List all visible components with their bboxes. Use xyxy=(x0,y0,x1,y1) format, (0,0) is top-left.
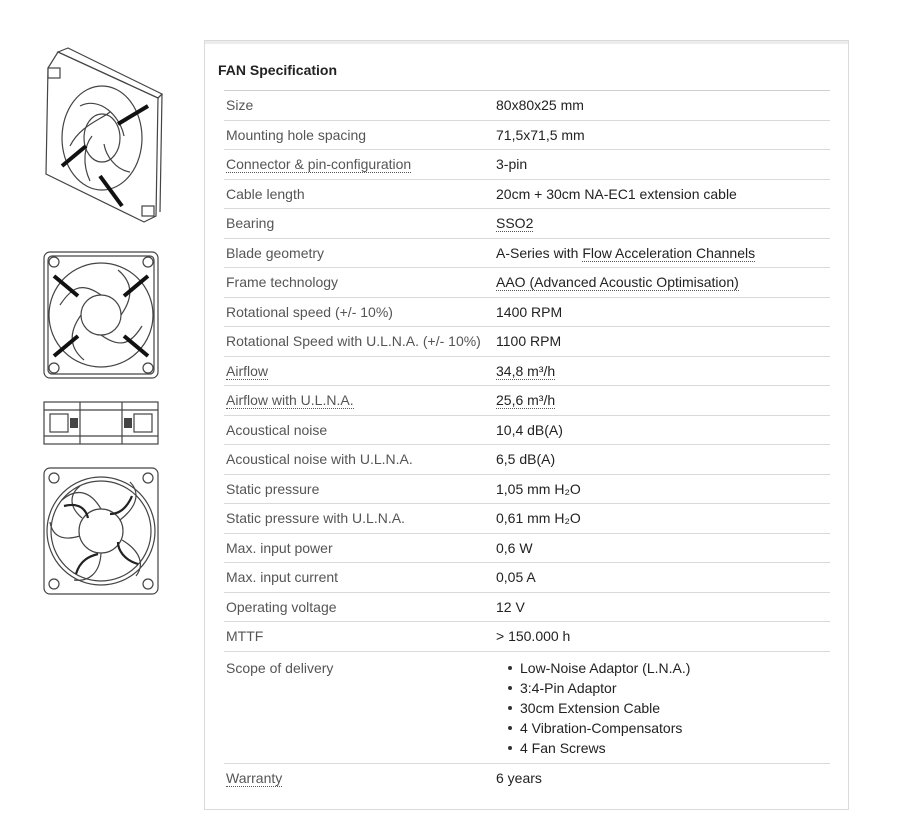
airflow-ulna-value-link[interactable]: 25,6 m³/h xyxy=(496,392,556,409)
row-label: Rotational Speed with U.L.N.A. (+/- 10%) xyxy=(226,333,481,350)
airflow-link[interactable]: Airflow xyxy=(226,362,269,379)
row-value: 1400 RPM xyxy=(496,303,563,320)
row-value: 6 years xyxy=(496,770,542,787)
row-label: Blade geometry xyxy=(226,244,325,261)
list-item: 4 Vibration-Compensators xyxy=(508,718,830,738)
airflow-ulna-link[interactable]: Airflow with U.L.N.A. xyxy=(226,392,354,409)
row-label: Operating voltage xyxy=(226,598,337,615)
table-row xyxy=(224,298,830,328)
table-row xyxy=(224,327,830,357)
table-row xyxy=(224,91,830,121)
table-row xyxy=(224,504,830,534)
row-value: 1,05 mm H₂O xyxy=(496,480,581,497)
bearing-link[interactable]: SSO2 xyxy=(496,215,534,232)
table-row xyxy=(224,150,830,180)
warranty-link[interactable]: Warranty xyxy=(226,770,283,787)
flow-acceleration-link[interactable]: Flow Acceleration Channels xyxy=(582,244,756,261)
row-value: 0,05 A xyxy=(496,569,536,586)
row-value: > 150.000 h xyxy=(496,628,571,645)
row-value: 20cm + 30cm NA-EC1 extension cable xyxy=(496,185,737,202)
spec-title: FAN Specification xyxy=(218,62,338,78)
row-label: Cable length xyxy=(226,185,305,202)
row-label: Max. input power xyxy=(226,539,333,556)
table-row xyxy=(224,534,830,564)
table-row xyxy=(224,563,830,593)
row-label: Bearing xyxy=(226,215,275,232)
table-row xyxy=(224,652,830,764)
row-label: Mounting hole spacing xyxy=(226,126,367,143)
table-row xyxy=(224,357,830,387)
delivery-list xyxy=(496,658,830,759)
row-label: Acoustical noise xyxy=(226,421,328,438)
table-row xyxy=(224,764,830,794)
connector-info-link[interactable]: Connector & pin-configuration xyxy=(226,156,412,173)
row-label: Size xyxy=(226,97,254,114)
row-label: Max. input current xyxy=(226,569,339,586)
row-value: A-Series with xyxy=(496,244,583,261)
table-row xyxy=(224,386,830,416)
row-label: Rotational speed (+/- 10%) xyxy=(226,303,393,320)
row-label: Acoustical noise with U.L.N.A. xyxy=(226,451,413,468)
row-value: 6,5 dB(A) xyxy=(496,451,556,468)
table-row xyxy=(224,209,830,239)
aao-link[interactable]: AAO (Advanced Acoustic Optimisation) xyxy=(496,274,739,291)
fan-front-drawing xyxy=(40,250,162,380)
row-label: Scope of delivery xyxy=(226,659,334,676)
table-row xyxy=(224,475,830,505)
row-value: 1100 RPM xyxy=(496,333,562,350)
row-label: MTTF xyxy=(226,628,264,645)
table-row xyxy=(224,416,830,446)
row-value: 71,5x71,5 mm xyxy=(496,126,585,143)
table-row xyxy=(224,445,830,475)
row-label: Frame technology xyxy=(226,274,339,291)
airflow-value-link[interactable]: 34,8 m³/h xyxy=(496,362,556,379)
fan-specification-panel xyxy=(204,40,849,810)
table-row xyxy=(224,121,830,151)
list-item: 4 Fan Screws xyxy=(508,738,830,758)
row-value: 0,6 W xyxy=(496,539,533,556)
list-item: 30cm Extension Cable xyxy=(508,698,830,718)
fan-back-drawing xyxy=(40,466,162,596)
row-value: 0,61 mm H₂O xyxy=(496,510,581,527)
row-value: 12 V xyxy=(496,598,525,615)
table-row xyxy=(224,622,830,652)
row-value: 3-pin xyxy=(496,156,528,173)
row-label: Static pressure with U.L.N.A. xyxy=(226,510,405,527)
row-label: Static pressure xyxy=(226,480,320,497)
list-item: 3:4-Pin Adaptor xyxy=(508,678,830,698)
table-row xyxy=(224,268,830,298)
table-row xyxy=(224,180,830,210)
fan-isometric-drawing xyxy=(40,46,165,226)
row-value: 10,4 dB(A) xyxy=(496,421,563,438)
fan-side-drawing xyxy=(40,400,162,446)
row-value: 80x80x25 mm xyxy=(496,97,584,114)
list-item: Low-Noise Adaptor (L.N.A.) xyxy=(508,658,830,678)
spec-table xyxy=(224,90,830,793)
table-row xyxy=(224,239,830,269)
table-row xyxy=(224,593,830,623)
